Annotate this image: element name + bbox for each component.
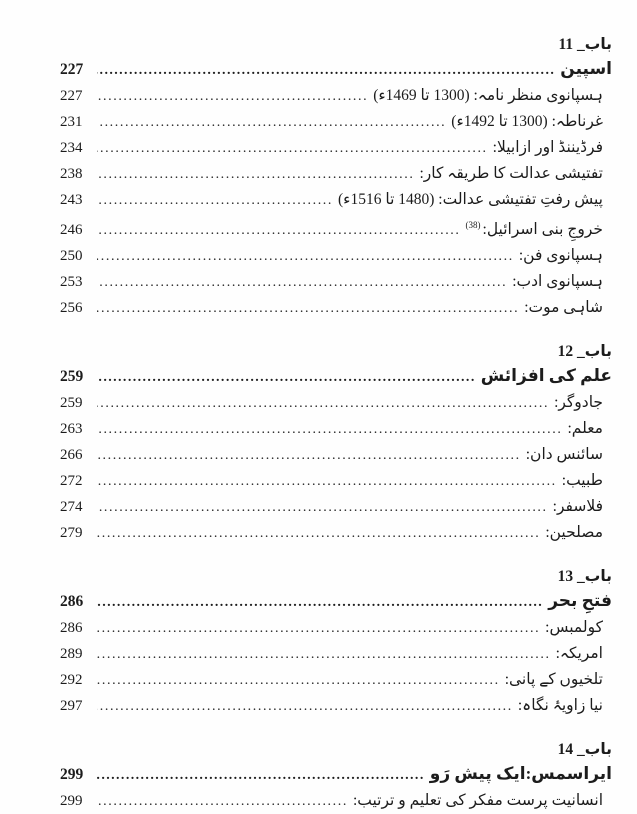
dot-leader [97, 615, 540, 641]
entry-page-number: 234 [60, 140, 83, 156]
entry-page-number: 274 [60, 499, 83, 516]
toc-entry-row [60, 269, 612, 295]
toc-entry-row [60, 109, 612, 135]
dot-leader [97, 468, 557, 494]
dot-leader [97, 83, 368, 109]
entry-title-text: خروجِ بنی اسرائیل: [482, 221, 603, 239]
entry-title [512, 269, 603, 294]
dot-leader [97, 641, 551, 667]
chapter-section [60, 34, 612, 321]
chapter-title: علم کی افزائش [480, 366, 612, 386]
chapter-page-number: 299 [60, 766, 84, 784]
toc-entry-row [60, 641, 612, 667]
chapter-page-number: 259 [60, 368, 84, 386]
entry-title [518, 693, 603, 718]
entry-page-number: 286 [60, 620, 83, 637]
chapter-title: اسپین [560, 59, 612, 78]
entry-page-number: 238 [60, 166, 83, 182]
toc-entry-row [60, 243, 612, 269]
entry-title-text: معلم: [567, 420, 603, 438]
entry-title [505, 667, 603, 692]
chapter-label: باب_ 14 [557, 741, 612, 759]
entry-title-text: ہسپانوی ادب: [512, 273, 603, 291]
entry-title [519, 243, 603, 268]
chapter-label: باب_ 13 [557, 568, 612, 586]
entry-title-text: جادوگر: [554, 394, 603, 412]
toc-entry-row [60, 135, 612, 161]
entry-title [545, 520, 603, 545]
dot-leader [97, 57, 555, 83]
dot-leader [97, 161, 414, 187]
entry-title-text: ہسپانوی منظر نامہ: (1300 تا 1469ء) [373, 87, 603, 104]
chapter-section [60, 341, 612, 546]
entry-title-text: غرناطہ: (1300 تا 1492ء) [451, 113, 603, 130]
entry-page-number: 256 [60, 300, 83, 317]
entry-title [419, 161, 603, 186]
chapter-title-row [60, 56, 612, 83]
toc-entry-row [60, 693, 612, 719]
toc-entry-row [60, 213, 612, 243]
entry-title-text: شاہی موت: [524, 299, 603, 317]
entry-title-text: تلخیوں کے پانی: [504, 671, 603, 689]
toc-entry-row [60, 295, 612, 321]
chapter-title: ایراسمس:ایک پیش رَو [429, 764, 612, 784]
chapter-entries [60, 788, 612, 814]
entry-page-number: 297 [60, 698, 83, 715]
entry-title-text: مصلحین: [545, 524, 603, 542]
chapter-section [60, 566, 612, 719]
entry-title [338, 187, 603, 212]
entry-title-text: ہسپانوی فن: [518, 247, 603, 265]
chapter-page-number: 227 [60, 61, 84, 78]
entry-title [353, 788, 603, 813]
toc-entry-row [60, 390, 612, 416]
entry-page-number: 292 [60, 672, 83, 689]
entry-page-number: 250 [60, 248, 83, 265]
entry-title [553, 494, 603, 519]
chapter-label: باب_ 11 [558, 36, 612, 53]
toc-entry-row [60, 161, 612, 187]
toc-entry-row [60, 494, 612, 520]
entry-title-text: فلاسفر: [552, 498, 603, 516]
dot-leader [97, 390, 549, 416]
entry-page-number: 246 [60, 222, 83, 239]
entry-page-number: 231 [60, 114, 83, 130]
footnote-ref: (38) [465, 220, 481, 230]
dot-leader [97, 109, 446, 135]
dot-leader [97, 494, 548, 520]
entry-title [451, 109, 603, 134]
dot-leader [97, 187, 333, 213]
toc-entry-row [60, 667, 612, 693]
entry-title-text: فرڈیننڈ اور ازابیلا: [492, 139, 603, 156]
entry-page-number: 299 [60, 793, 83, 810]
dot-leader [97, 295, 519, 321]
entry-title [545, 615, 603, 640]
entry-page-number: 243 [60, 192, 83, 208]
entry-title-text: امریکہ: [555, 645, 603, 663]
toc-entry-row [60, 442, 612, 468]
entry-page-number: 259 [60, 395, 83, 412]
entry-page-number: 279 [60, 525, 83, 542]
entry-page-number: 253 [60, 274, 83, 291]
entry-title-text: پیش رفتِ تفتیشی عدالت: (1480 تا 1516ء) [338, 191, 603, 208]
entry-title [567, 416, 603, 441]
entry-page-number: 263 [60, 421, 83, 438]
entry-page-number: 266 [60, 447, 83, 464]
chapter-label: باب_ 12 [557, 343, 612, 361]
toc-entry-row [60, 468, 612, 494]
toc-entry-row [60, 187, 612, 213]
dot-leader [97, 762, 425, 788]
toc-entry-row [60, 615, 612, 641]
entry-title [526, 442, 603, 467]
chapter-entries [60, 390, 612, 546]
dot-leader [97, 667, 500, 693]
chapter-entries [60, 83, 612, 321]
dot-leader [97, 416, 562, 442]
entry-title [554, 390, 603, 415]
dot-leader [97, 520, 540, 546]
dot-leader [97, 243, 514, 269]
dot-leader [97, 217, 461, 243]
entry-page-number: 227 [60, 88, 83, 104]
entry-title-text: تفتیشی عدالت کا طریقہ کار: [419, 165, 603, 182]
chapter-title: فتحِ بحر [548, 591, 612, 611]
dot-leader [97, 442, 521, 468]
entry-title-text: سائنس دان: [525, 446, 603, 464]
dot-leader [97, 693, 513, 719]
dot-leader [97, 589, 543, 615]
entry-page-number: 272 [60, 473, 83, 490]
entry-title-text: طبیب: [561, 472, 603, 490]
entry-title [562, 468, 603, 493]
entry-title [466, 213, 603, 242]
chapter-entries [60, 615, 612, 719]
entry-title [493, 135, 603, 160]
toc-entry-row [60, 520, 612, 546]
toc-entry-row [60, 788, 612, 814]
dot-leader [97, 364, 476, 390]
dot-leader [97, 788, 348, 814]
entry-title [524, 295, 603, 320]
entry-title [556, 641, 603, 666]
chapter-title-row [60, 363, 612, 390]
chapter-title-row [60, 761, 612, 788]
entry-page-number: 289 [60, 646, 83, 663]
entry-title-text: نیا زاویۂ نگاہ: [517, 697, 603, 715]
toc-entry-row [60, 83, 612, 109]
chapter-title-row [60, 588, 612, 615]
entry-title-text: انسانیت پرست مفکر کی تعلیم و ترتیب: [352, 792, 603, 810]
dot-leader [97, 135, 488, 161]
entry-title [373, 83, 603, 108]
toc-entry-row [60, 416, 612, 442]
chapter-page-number: 286 [60, 593, 84, 611]
chapter-section [60, 739, 612, 814]
dot-leader [97, 269, 507, 295]
entry-title-text: کولمبس: [545, 619, 603, 637]
